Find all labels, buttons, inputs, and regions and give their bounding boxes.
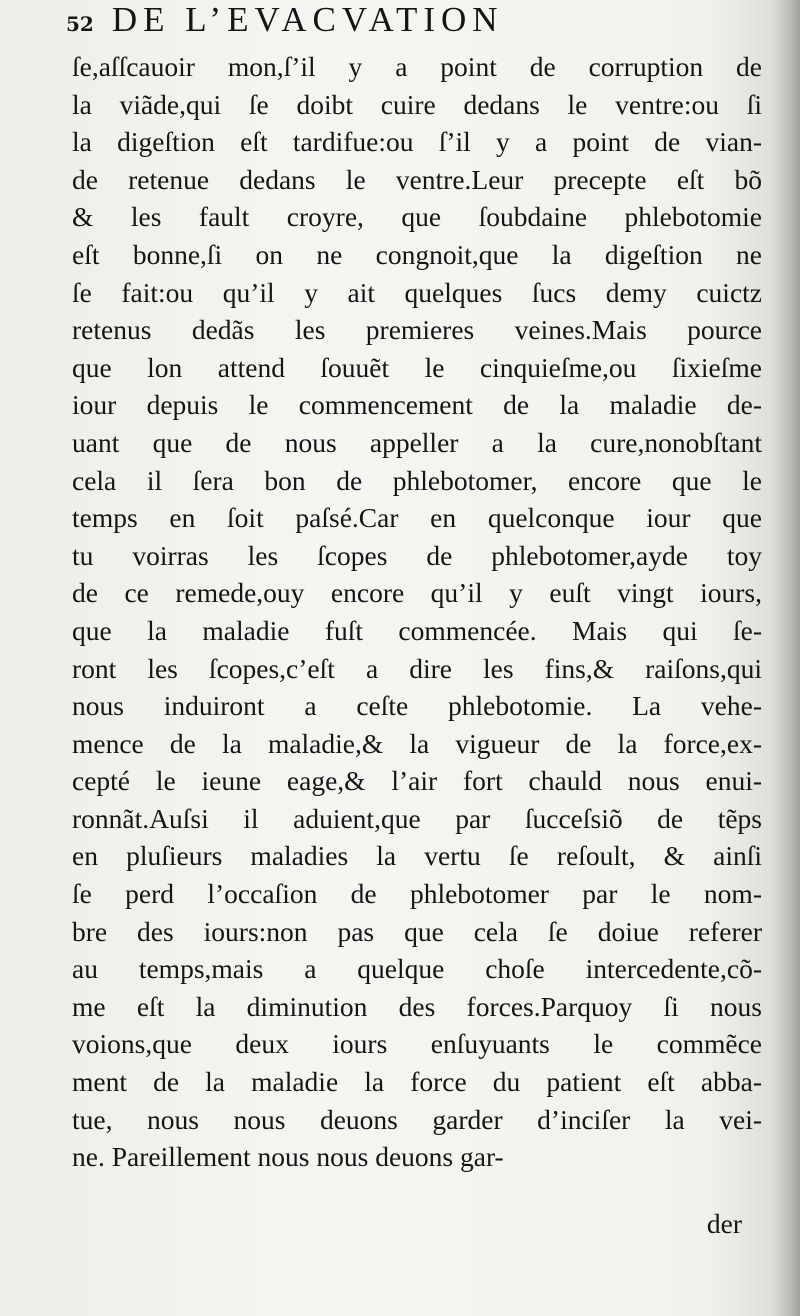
text-line: uant que de nous appeller a la cure,nonobſtant — [72, 426, 762, 458]
text-line: tue, nous nous deuons garder d’inciſer la vei- — [72, 1103, 762, 1135]
text-line: cela il ſera bon de phlebotomer, encore que le — [72, 464, 762, 496]
text-line: ne. Pareillement nous nous deuons gar- — [72, 1141, 504, 1173]
text-line: temps en ſoit paſsé.Car en quelconque iour que — [72, 502, 762, 534]
folio-number: 52 — [66, 12, 94, 36]
text-line: de retenue dedans le ventre.Leur precepte eſt bõ — [72, 163, 762, 195]
text-line: la viãde,qui ſe doibt cuire dedans le ventre:ou ſi — [72, 88, 762, 120]
text-line: au temps,mais a quelque choſe intercedente,cõ- — [72, 953, 762, 985]
text-line: la digeſtion eſt tardifue:ou ſ’il y a point de vian- — [72, 126, 762, 158]
text-line: retenus dedãs les premieres veines.Mais pource — [72, 314, 762, 346]
page-header — [66, 0, 766, 44]
text-line: nous induiront a ceſte phlebotomie. La vehe- — [72, 690, 762, 722]
text-line: que la maladie fuſt commencée. Mais qui ſe- — [72, 614, 762, 646]
catchword: der — [706, 1208, 742, 1239]
text-line: cepté le ieune eage,& l’air fort chauld nous enui- — [72, 765, 762, 797]
text-line: bre des iours:non pas que cela ſe doiue referer — [72, 915, 762, 947]
gutter-shadow — [770, 0, 800, 1316]
text-line: ment de la maladie la force du patient eſt abba- — [72, 1066, 762, 1098]
body-text — [72, 48, 762, 1176]
text-line: que lon attend ſouuẽt le cinquieſme,ou ſixieſme — [72, 351, 762, 383]
text-line: ſe,aſſcauoir mon,ſ’il y a point de corruption de — [72, 51, 762, 82]
text-line: ront les ſcopes,c’eſt a dire les fins,& raiſons,qui — [72, 652, 762, 684]
text-line: de ce remede,ouy encore qu’il y euſt vingt iours, — [72, 577, 762, 609]
text-line: mence de la maladie,& la vigueur de la force,ex- — [72, 727, 762, 759]
text-line: ronnãt.Auſsi il aduient,que par ſucceſsiõ de tẽps — [72, 802, 762, 834]
text-line: ſe fait:ou qu’il y ait quelques ſucs demy cuictz — [72, 276, 762, 308]
text-line: tu voirras les ſcopes de phlebotomer,ayde toy — [72, 539, 762, 571]
text-line: me eſt la diminution des forces.Parquoy ſi nous — [72, 990, 762, 1022]
text-line: en pluſieurs maladies la vertu ſe reſoult, & ainſi — [72, 840, 762, 872]
text-line: ſe perd l’occaſion de phlebotomer par le nom- — [72, 878, 762, 910]
running-head: DE L’EVACVATION — [111, 0, 504, 39]
text-line: & les fault croyre, que ſoubdaine phlebotomie — [72, 201, 762, 233]
text-line: eſt bonne,ſi on ne congnoit,que la digeſtion ne — [72, 238, 762, 270]
text-line: iour depuis le commencement de la maladie de- — [72, 389, 762, 421]
text-line: voions,que deux iours enſuyuants le commẽce — [72, 1028, 762, 1060]
